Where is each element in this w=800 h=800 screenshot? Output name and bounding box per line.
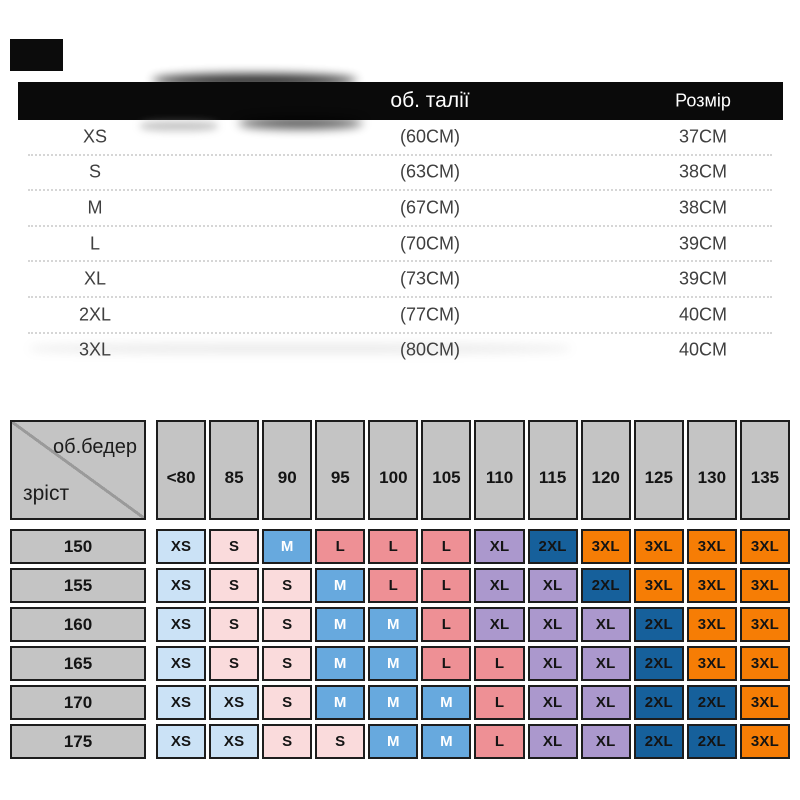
size-table-row xyxy=(28,262,772,298)
matrix-cell: 3XL xyxy=(740,607,790,642)
matrix-cell: M xyxy=(315,568,365,603)
waist-cell: (63CM) xyxy=(399,161,461,182)
matrix-cell: L xyxy=(474,724,524,759)
matrix-column-header: 130 xyxy=(687,420,737,520)
matrix-cell: M xyxy=(421,724,471,759)
size-table-row xyxy=(28,334,772,368)
matrix-cell: 3XL xyxy=(687,646,737,681)
matrix-cell: XL xyxy=(581,685,631,720)
matrix-row-label: 165 xyxy=(10,646,146,681)
matrix-body xyxy=(10,529,790,759)
matrix-cell: XS xyxy=(156,646,206,681)
matrix-cell: XS xyxy=(156,685,206,720)
matrix-cell: XS xyxy=(156,607,206,642)
matrix-cell: S xyxy=(262,646,312,681)
matrix-cell: L xyxy=(315,529,365,564)
matrix-cell: S xyxy=(262,607,312,642)
matrix-column-header: 135 xyxy=(740,420,790,520)
gutter xyxy=(149,607,153,642)
size-table-row xyxy=(28,227,772,263)
size-cell: M xyxy=(87,197,103,218)
matrix-cell: XL xyxy=(474,529,524,564)
waist-cell: (80CM) xyxy=(399,339,461,360)
size-matrix xyxy=(10,420,790,763)
matrix-cell: S xyxy=(209,607,259,642)
matrix-cell: L xyxy=(474,685,524,720)
waist-cell: (70CM) xyxy=(399,233,461,254)
value-cell: 37CM xyxy=(678,126,728,147)
matrix-cell: 2XL xyxy=(581,568,631,603)
matrix-row xyxy=(10,568,790,603)
matrix-cell: 2XL xyxy=(528,529,578,564)
matrix-cell: XS xyxy=(156,724,206,759)
matrix-cell: XS xyxy=(209,685,259,720)
matrix-cell: M xyxy=(421,685,471,720)
waist-cell: (60CM) xyxy=(399,126,461,147)
waist-cell: (73CM) xyxy=(399,268,461,289)
matrix-header-row xyxy=(10,420,790,520)
matrix-cell: 3XL xyxy=(740,685,790,720)
matrix-cell: 3XL xyxy=(740,568,790,603)
matrix-cell: 3XL xyxy=(687,568,737,603)
hips-axis-label: об.бедер xyxy=(53,436,137,458)
matrix-column-header: 100 xyxy=(368,420,418,520)
size-table-row xyxy=(28,156,772,192)
value-cell: 40CM xyxy=(678,304,728,325)
value-cell: 39CM xyxy=(678,268,728,289)
gutter xyxy=(149,685,153,720)
value-cell: 38CM xyxy=(678,197,728,218)
matrix-cell: M xyxy=(368,646,418,681)
size-column-header: Розмір xyxy=(675,90,731,111)
matrix-cell: L xyxy=(474,646,524,681)
matrix-column-header: 110 xyxy=(474,420,524,520)
matrix-row-label: 175 xyxy=(10,724,146,759)
size-cell: S xyxy=(88,161,102,182)
size-table-header-bar xyxy=(18,82,783,120)
matrix-cell: S xyxy=(315,724,365,759)
value-cell: 40CM xyxy=(678,339,728,360)
matrix-cell: 3XL xyxy=(740,646,790,681)
matrix-column-header: 115 xyxy=(528,420,578,520)
matrix-cell: S xyxy=(262,724,312,759)
matrix-column-header: 90 xyxy=(262,420,312,520)
matrix-cell: XL xyxy=(581,607,631,642)
matrix-row xyxy=(10,607,790,642)
matrix-cell: 2XL xyxy=(634,685,684,720)
matrix-cell: M xyxy=(368,685,418,720)
matrix-cell: 2XL xyxy=(634,646,684,681)
waist-column-header: об. талії xyxy=(390,89,470,112)
size-table-row xyxy=(28,298,772,334)
matrix-column-header: <80 xyxy=(156,420,206,520)
matrix-cell: M xyxy=(262,529,312,564)
matrix-cell: L xyxy=(421,646,471,681)
matrix-cell: XS xyxy=(156,568,206,603)
size-table-row xyxy=(28,120,772,156)
matrix-cell: 3XL xyxy=(687,529,737,564)
matrix-column-header: 120 xyxy=(581,420,631,520)
waist-cell: (67CM) xyxy=(399,197,461,218)
size-cell: 3XL xyxy=(78,339,112,360)
matrix-cell: XL xyxy=(581,724,631,759)
matrix-cell: 3XL xyxy=(634,568,684,603)
matrix-cell: XL xyxy=(474,568,524,603)
gutter xyxy=(149,646,153,681)
gutter xyxy=(149,420,153,520)
matrix-cell: M xyxy=(315,685,365,720)
matrix-cell: 2XL xyxy=(687,724,737,759)
matrix-cell: 3XL xyxy=(581,529,631,564)
matrix-cell: S xyxy=(262,685,312,720)
matrix-cell: 3XL xyxy=(740,529,790,564)
matrix-cell: XL xyxy=(528,724,578,759)
gutter xyxy=(149,529,153,564)
matrix-row xyxy=(10,685,790,720)
matrix-cell: 3XL xyxy=(687,607,737,642)
black-rectangle xyxy=(10,39,63,71)
size-cell: 2XL xyxy=(78,304,112,325)
matrix-cell: XL xyxy=(581,646,631,681)
size-table xyxy=(28,120,772,367)
matrix-row-label: 160 xyxy=(10,607,146,642)
matrix-cell: XS xyxy=(209,724,259,759)
matrix-cell: 3XL xyxy=(740,724,790,759)
matrix-cell: L xyxy=(368,529,418,564)
matrix-corner-cell xyxy=(10,420,146,520)
matrix-cell: M xyxy=(315,646,365,681)
matrix-row-label: 155 xyxy=(10,568,146,603)
matrix-cell: M xyxy=(368,607,418,642)
matrix-cell: 2XL xyxy=(634,607,684,642)
matrix-row xyxy=(10,724,790,759)
matrix-column-header: 105 xyxy=(421,420,471,520)
waist-cell: (77CM) xyxy=(399,304,461,325)
matrix-cell: S xyxy=(262,568,312,603)
matrix-row-label: 150 xyxy=(10,529,146,564)
matrix-cell: 2XL xyxy=(687,685,737,720)
matrix-cell: S xyxy=(209,529,259,564)
gutter xyxy=(149,568,153,603)
matrix-cell: XL xyxy=(528,646,578,681)
matrix-cell: L xyxy=(421,529,471,564)
value-cell: 39CM xyxy=(678,233,728,254)
size-cell: XL xyxy=(83,268,107,289)
size-table-row xyxy=(28,191,772,227)
matrix-cell: L xyxy=(421,568,471,603)
matrix-cell: M xyxy=(368,724,418,759)
matrix-cell: XL xyxy=(528,568,578,603)
matrix-column-header: 125 xyxy=(634,420,684,520)
matrix-cell: S xyxy=(209,568,259,603)
size-cell: L xyxy=(89,233,101,254)
matrix-cell: XL xyxy=(528,685,578,720)
matrix-cell: L xyxy=(368,568,418,603)
matrix-column-header: 95 xyxy=(315,420,365,520)
matrix-cell: S xyxy=(209,646,259,681)
matrix-cell: L xyxy=(421,607,471,642)
matrix-row xyxy=(10,646,790,681)
value-cell: 38CM xyxy=(678,161,728,182)
matrix-cell: M xyxy=(315,607,365,642)
gutter xyxy=(149,724,153,759)
matrix-cell: 2XL xyxy=(634,724,684,759)
matrix-column-header: 85 xyxy=(209,420,259,520)
matrix-cell: XL xyxy=(474,607,524,642)
matrix-cell: XS xyxy=(156,529,206,564)
matrix-row-label: 170 xyxy=(10,685,146,720)
matrix-cell: XL xyxy=(528,607,578,642)
size-cell: XS xyxy=(82,126,108,147)
matrix-cell: 3XL xyxy=(634,529,684,564)
height-axis-label: зріст xyxy=(23,482,70,505)
matrix-row xyxy=(10,529,790,564)
